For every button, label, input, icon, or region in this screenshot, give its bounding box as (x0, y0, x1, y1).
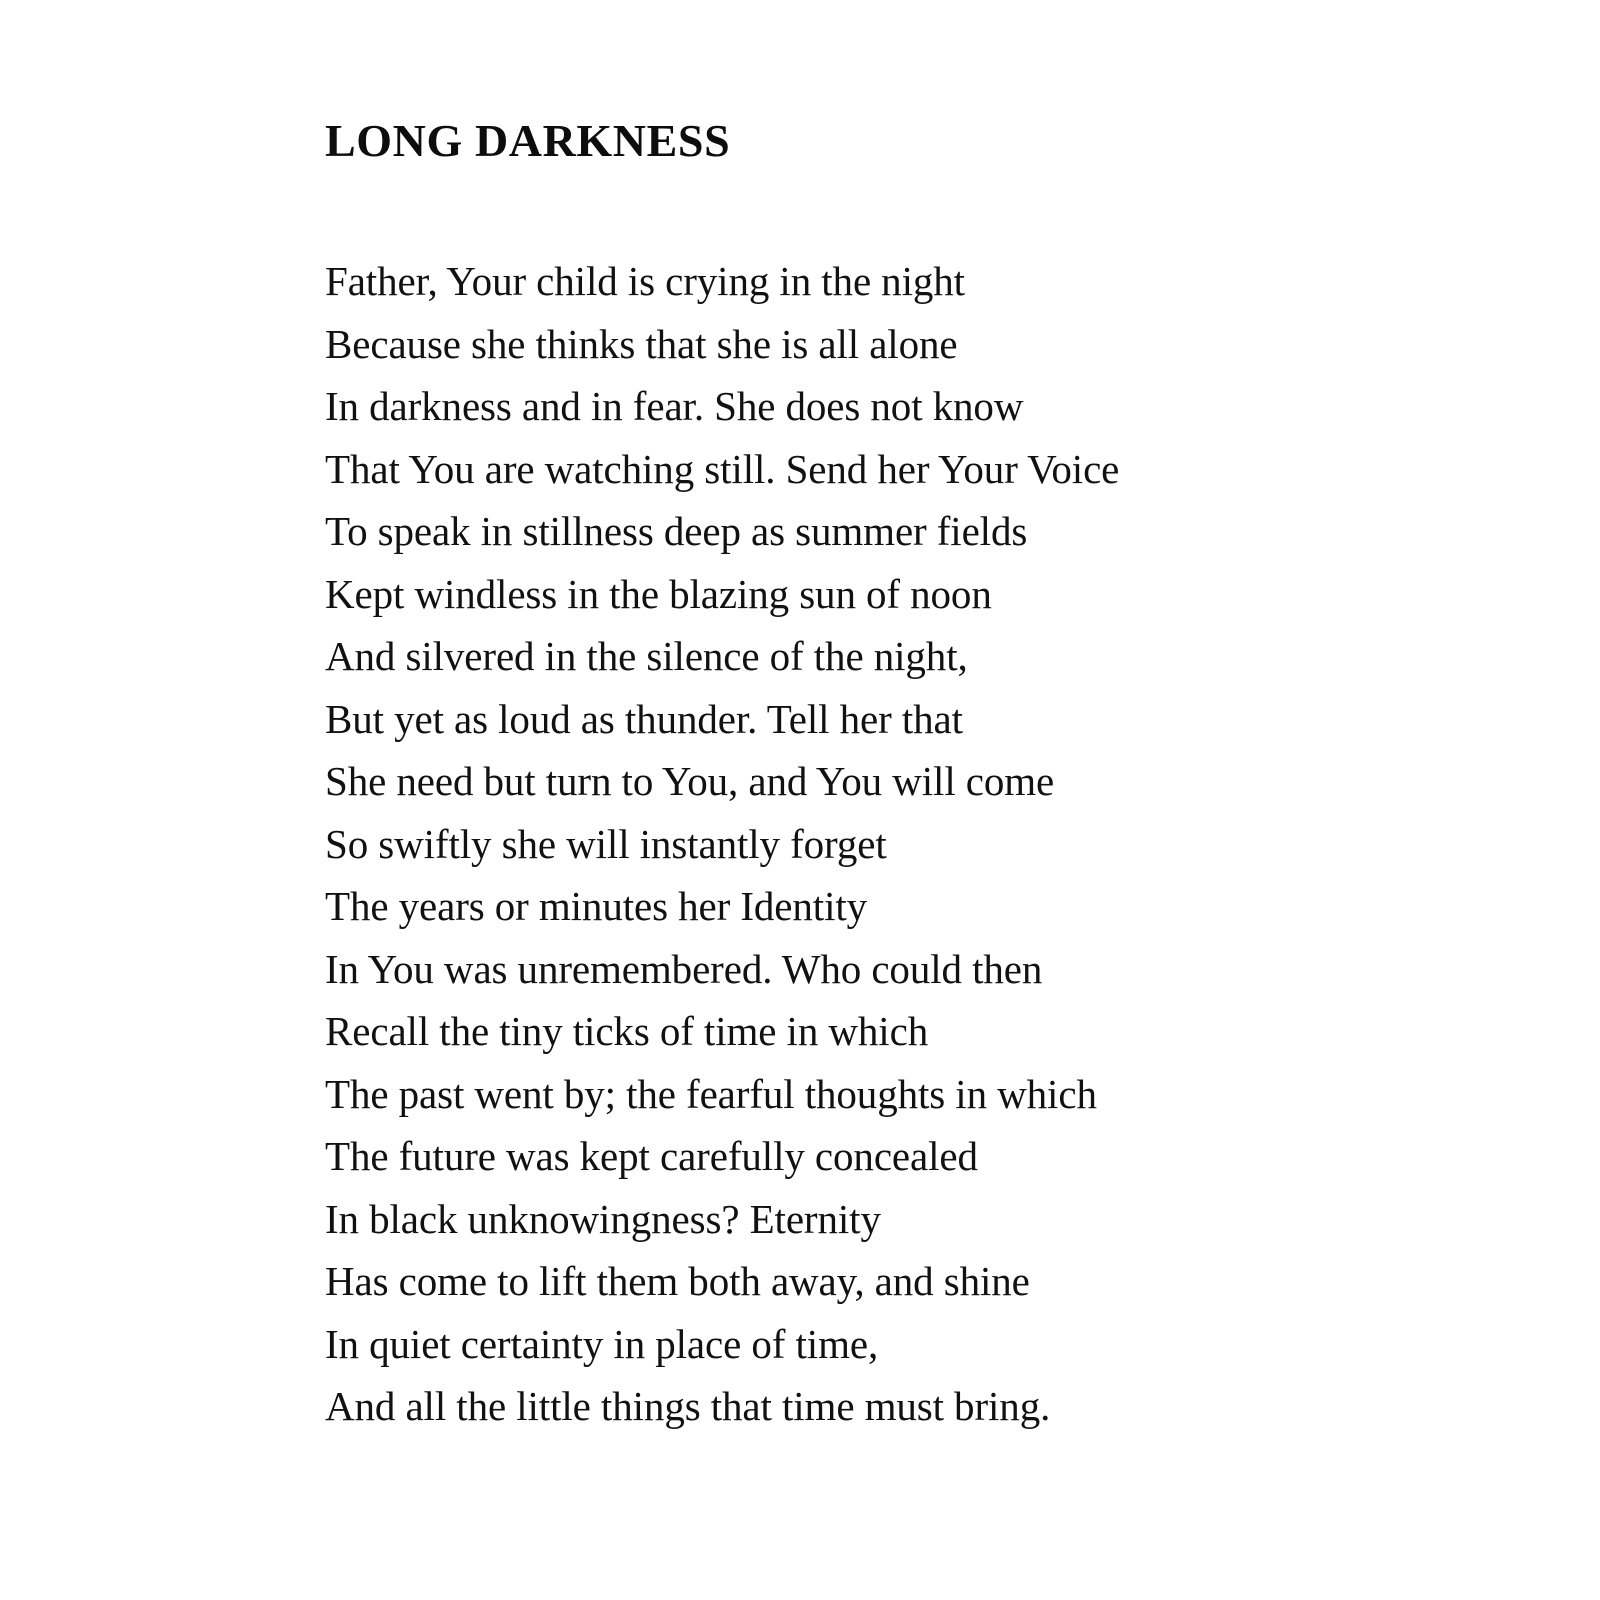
poem-line: Kept windless in the blazing sun of noon (325, 570, 992, 617)
poem-line: That You are watching still. Send her Your Voice (325, 445, 1120, 492)
poem-line: The years or minutes her Identity (325, 883, 868, 929)
poem-block (325, 115, 1445, 1438)
poem-line: Father, Your child is crying in the night (325, 258, 965, 304)
page-title: LONG DARKNESS (325, 115, 731, 166)
poem-line: And all the little things that time must bring. (325, 1383, 1051, 1429)
poem-line: Has come to lift them both away, and shine (325, 1258, 1030, 1304)
poem-line: Recall the tiny ticks of time in which (325, 1008, 929, 1054)
poem-line: And silvered in the silence of the night, (325, 633, 968, 679)
poem-line: Because she thinks that she is all alone (325, 320, 958, 367)
poem-line: So swiftly she will instantly forget (325, 820, 887, 867)
poem-body (325, 250, 1445, 1438)
poem-line: In quiet certainty in place of time, (325, 1320, 879, 1367)
poem-line: In black unknowingness? Eternity (325, 1195, 881, 1242)
poem-line: In You was unremembered. Who could then (325, 945, 1043, 992)
poem-line: But yet as loud as thunder. Tell her that (325, 695, 963, 742)
poem-line: The past went by; the fearful thoughts in which (325, 1070, 1097, 1117)
poem-line: In darkness and in fear. She does not know (325, 383, 1024, 429)
poem-line: To speak in stillness deep as summer fields (325, 508, 1028, 554)
poem-line: The future was kept carefully concealed (325, 1133, 978, 1179)
poem-line: She need but turn to You, and You will come (325, 758, 1055, 804)
